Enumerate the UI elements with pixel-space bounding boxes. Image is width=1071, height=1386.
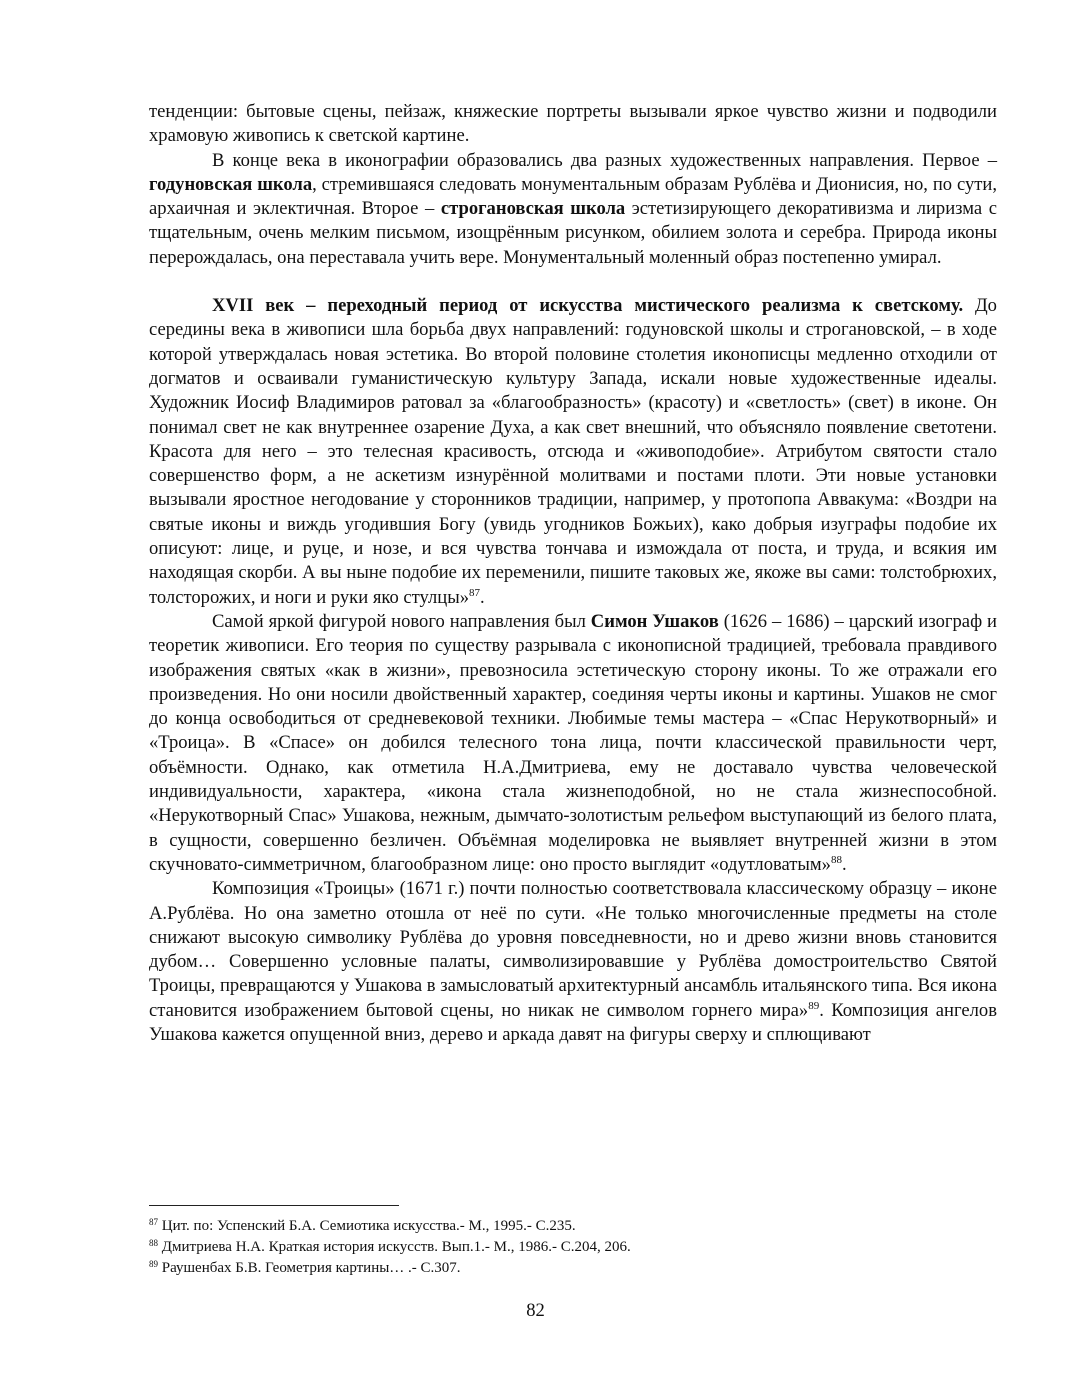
paragraph-ushakov: Самой яркой фигурой нового направления был Симон Ушаков (1626 – 1686) – царский изограф и теоретик живописи. Его теория по существу разрывала с иконописной традицией, требовала правдивого изображения святых «как в жизни», превозносила эстетическую сторону иконы. То же отражали его произведения. Но они носили двойственный характер, соединяя черты иконы и картины. Ушаков не смог до конца освободиться от средневековой техники. Любимые темы мастера – «Спас Нерукотворный» и «Троица». В «Спасе» он добился телесного тона лица, почти классической правильности черт, объёмности. Однако, как отметила Н.А.Дмитриева, ему не доставало чувства человеческой индивидуальности, характера, «икона стала жизнеподобной, но не стала жизнеспособной. «Нерукотворный Спас» Ушакова, нежным, дымчато-золотистым рельефом выступающий из белого плата, в сущности, совершенно безличен. Объёмная моделировка не выявляет внутренней жизни в этом скучновато-симметричном, благообразном лице: оно просто выглядит «одутловатым»$^{88}$. [149,610,997,875]
footnote-divider [149,1205,399,1206]
page-number: 82 [526,1300,545,1321]
footnote-item: $^{87}$ Цит. по: Успенский Б.А. Семиотика искусства.- М., 1995.- С.235. [149,1217,576,1234]
paragraph-xvii-century: XVII век – переходный период от искусства мистического реализма к светскому. До середины века в живописи шла борьба двух направлений: годуновской школы и строгановской, – в ходе которой утверждалась новая эстетика. Во второй половине столетия иконописцы медленно отходили от догматов и осваивали гуманистическую культуру Запада, искали новые художественные идеалы. Художник Иосиф Владимиров ратовал за «благообразность» (красоту) и «светлость» (свет) в иконе. Он понимал свет не как внутреннее озарение Духа, а как свет внешний, что объясняло появление светотени. Красота для него – это телесная красивость, отсюда и «живоподобие». Атрибутом святости стало совершенство форм, а не аскетизм изнурённой молитвами и постами плоти. Эти новые установки вызывали яростное негодование у сторонников традиции, например, у протопопа Аввакума: «Воздри на святые иконы и виждь угодившия Богу (увидь угодников Божьих), како добрыя изуграфы подобие их описуют: лице, и руце, и нозе, и вся чувства тончава и измождала от поста, и труда, и всякия им находящая скорби. А вы ныне подобие их переменили, пишите таковых же, якоже вы сами: толстобрюхих, толсторожих, и ноги и руки яко стулцы»$^{87}$. [149,295,997,608]
section-heading: XVII век – переходный период от искусства мистического реализма к светскому. [212,295,964,317]
paragraph-icon-schools: В конце века в иконографии образовались два разных художественных направления. Первое – годуновская школа, стремившаяся следовать монументальным образам Рублёва и Дионисия, но, по сути, архаичная и эклектичная. Второе – строгановская школа эстетизирующего декоративизма и лиризма с тщательным, очень мелким письмом, изощрённым рисунком, обилием золота и серебра. Природа иконы перерождалась, она переставала учить вере. Монументальный моленный образ постепенно умирал. [149,149,997,268]
footnote-ref-87[interactable]: 87 [469,586,481,599]
bold-godunov-school: годуновская школа [149,173,313,195]
bold-stroganov-school: строгановская школа [440,198,626,220]
bold-simon-ushakov: Симон Ушаков [590,610,719,632]
footnote-ref-88[interactable]: 88 [830,853,842,866]
footnote-item: $^{88}$ Дмитриева Н.А. Краткая история искусств. Вып.1.- М., 1986.- С.204, 206. [149,1238,631,1255]
paragraph-trinity: Композиция «Троицы» (1671 г.) почти полностью соответствовала классическому образцу – иконе А.Рублёва. Но она заметно отошла от неё по сути. «Не только многочисленные предметы на столе снижают высокую символику Рублёва до уровня повседневности, но и древо жизни вновь становится дубом… Совершенно условные палаты, символизировавшие у Рублёва домостроительство Святой Троицы, превращаются у Ушакова в замысловатый архитектурный ансамбль итальянского типа. Вся икона становится изображением бытовой сцены, но никак не символом горнего мира»$^{89}$. Композиция ангелов Ушакова кажется опущенной вниз, дерево и аркада давят на фигуры сверху и сплющивают [149,878,997,1045]
footnote-item: $^{89}$ Раушенбах Б.В. Геометрия картины… .- С.307. [149,1259,461,1276]
footnote-ref-89[interactable]: 89 [808,999,820,1012]
paragraph-continuation: тенденции: бытовые сцены, пейзаж, княжеские портреты вызывали яркое чувство жизни и подводили храмовую живопись к светской картине. [149,101,997,147]
page-body [149,100,997,1047]
paragraph-gap [149,270,997,294]
footnotes [149,1216,997,1279]
